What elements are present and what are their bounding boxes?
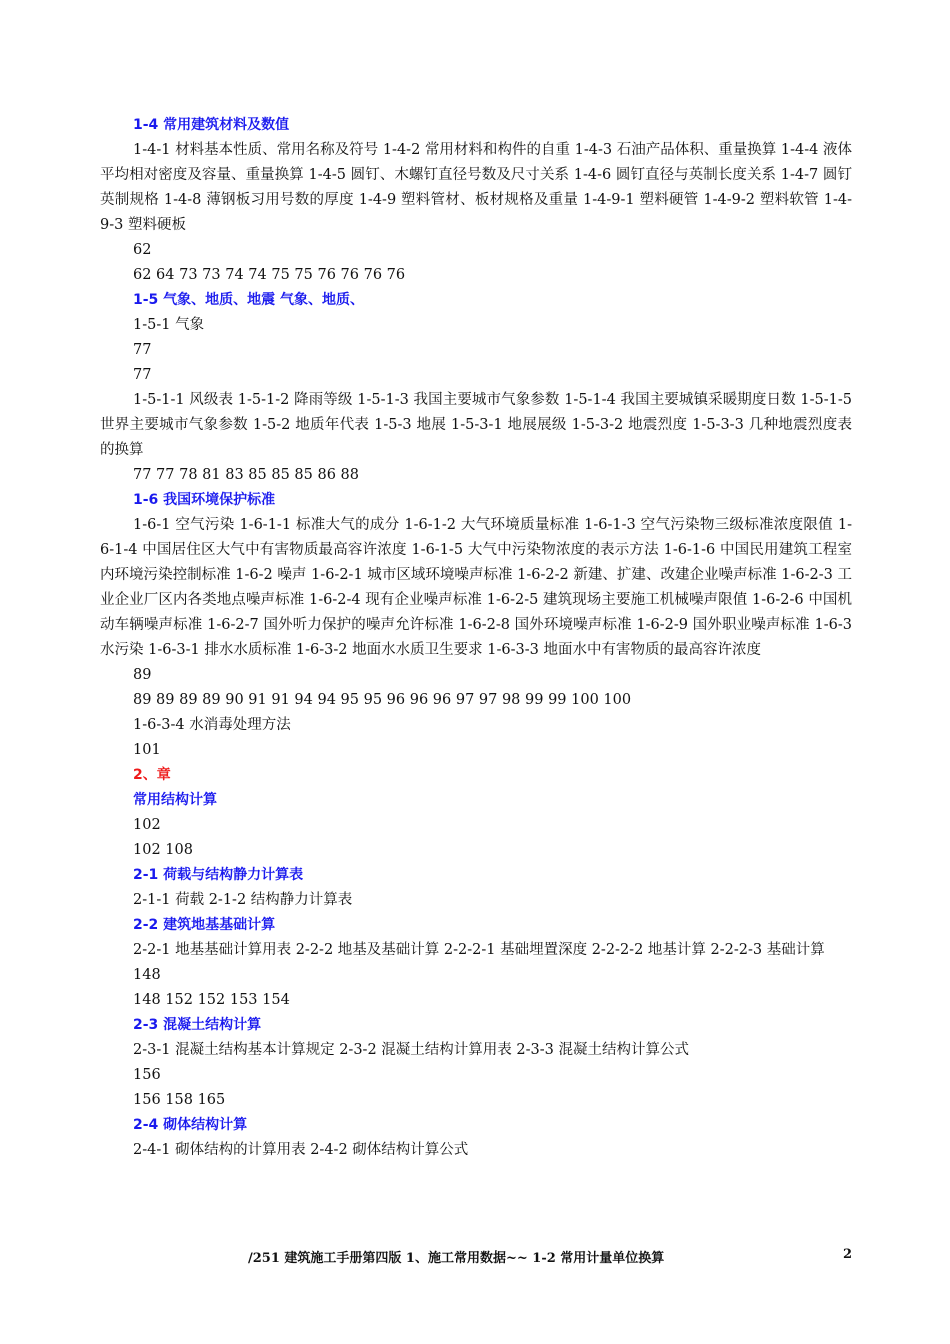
toc-line: 148 152 152 153 154 bbox=[133, 992, 290, 1008]
section-heading: 2、章 bbox=[133, 767, 171, 783]
toc-line: 62 bbox=[133, 242, 152, 258]
toc-line: 1-6-3-4 水消毒处理方法 bbox=[133, 717, 291, 733]
toc-line: 156 bbox=[133, 1067, 161, 1083]
toc-line: 102 108 bbox=[133, 842, 193, 858]
section-heading: 2-2 建筑地基基础计算 bbox=[133, 917, 276, 933]
toc-line: 156 158 165 bbox=[133, 1092, 226, 1108]
toc-line: 2-3-1 混凝土结构基本计算规定 2-3-2 混凝土结构计算用表 2-3-3 混凝土结构计算公式 bbox=[133, 1042, 689, 1058]
section-heading: 2-4 砌体结构计算 bbox=[133, 1117, 248, 1133]
page-number: 2 bbox=[843, 1247, 853, 1262]
toc-line: 2-1-1 荷载 2-1-2 结构静力计算表 bbox=[133, 892, 353, 908]
section-heading: 2-3 混凝土结构计算 bbox=[133, 1017, 262, 1033]
toc-line: 77 77 78 81 83 85 85 85 86 88 bbox=[133, 467, 359, 483]
section-heading: 1-6 我国环境保护标准 bbox=[133, 492, 276, 508]
toc-line: 101 bbox=[133, 742, 161, 758]
toc-line: 77 bbox=[133, 342, 152, 358]
section-heading: 2-1 荷载与结构静力计算表 bbox=[133, 867, 304, 883]
toc-paragraph: 1-5-1-1 风级表 1-5-1-2 降雨等级 1-5-1-3 我国主要城市气象参数 1-5-1-4 我国主要城镇采暖期度日数 1-5-1-5 世界主要城市气象参数 1-5-2 地质年代表 1-5-3 地展 1-5-3-1 地展展级 1-5-3-2 地震烈度 1-5-3-3 几种地震烈度表的换算 bbox=[100, 392, 852, 458]
section-heading: 1-4 常用建筑材料及数值 bbox=[133, 117, 290, 133]
section-heading: 1-5 气象、地质、地震 气象、地质、 bbox=[133, 292, 365, 308]
toc-line: 148 bbox=[133, 967, 161, 983]
toc-line: 1-5-1 气象 bbox=[133, 317, 205, 333]
toc-paragraph: 1-4-1 材料基本性质、常用名称及符号 1-4-2 常用材料和构件的自重 1-4-3 石油产品体积、重量换算 1-4-4 液体平均相对密度及容量、重量换算 1-4-5 圆钉、木螺钉直径号数及尺寸关系 1-4-6 圆钉直径与英制长度关系 1-4-7 圆钉英制规格 1-4-8 薄钢板习用号数的厚度 1-4-9 塑料管材、板材规格及重量 1-4-9-1 塑料硬管 1-4-9-2 塑料软管 1-4-9-3 塑料硬板 bbox=[100, 142, 852, 233]
toc-line: 89 89 89 89 90 91 91 94 94 95 95 96 96 96 97 97 98 99 99 100 100 bbox=[133, 692, 632, 708]
toc-paragraph: 2-2-1 地基基础计算用表 2-2-2 地基及基础计算 2-2-2-1 基础埋置深度 2-2-2-2 地基计算 2-2-2-3 基础计算 bbox=[133, 942, 825, 958]
section-heading: 常用结构计算 bbox=[133, 792, 217, 808]
toc-line: 2-4-1 砌体结构的计算用表 2-4-2 砌体结构计算公式 bbox=[133, 1142, 469, 1158]
toc-line: 89 bbox=[133, 667, 152, 683]
footer-title: /251 建筑施工手册第四版 1、施工常用数据~~ 1-2 常用计量单位换算 bbox=[248, 1251, 665, 1266]
toc-line: 102 bbox=[133, 817, 161, 833]
toc-paragraph: 1-6-1 空气污染 1-6-1-1 标准大气的成分 1-6-1-2 大气环境质量标准 1-6-1-3 空气污染物三级标准浓度限值 1-6-1-4 中国居住区大气中有害物质最高容许浓度 1-6-1-5 大气中污染物浓度的表示方法 1-6-1-6 中国民用建筑工程室内环境污染控制标准 1-6-2 噪声 1-6-2-1 城市区域环境噪声标准 1-6-2-2 新建、扩建、改建企业噪声标准 1-6-2-3 工业企业厂区内各类地点噪声标准 1-6-2-4 现有企业噪声标准 1-6-2-5 建筑现场主要施工机械噪声限值 1-6-2-6 中国机动车辆噪声标准 1-6-2-7 国外听力保护的噪声允许标准 1-6-2-8 国外环境噪声标准 1-6-2-9 国外职业噪声标准 1-6-3 水污染 1-6-3-1 排水水质标准 1-6-3-2 地面水水质卫生要求 1-6-3-3 地面水中有害物质的最高容许浓度 bbox=[100, 517, 852, 658]
document-body bbox=[100, 113, 852, 1163]
toc-line: 77 bbox=[133, 367, 152, 383]
toc-line: 62 64 73 73 74 74 75 75 76 76 76 76 bbox=[133, 267, 406, 283]
